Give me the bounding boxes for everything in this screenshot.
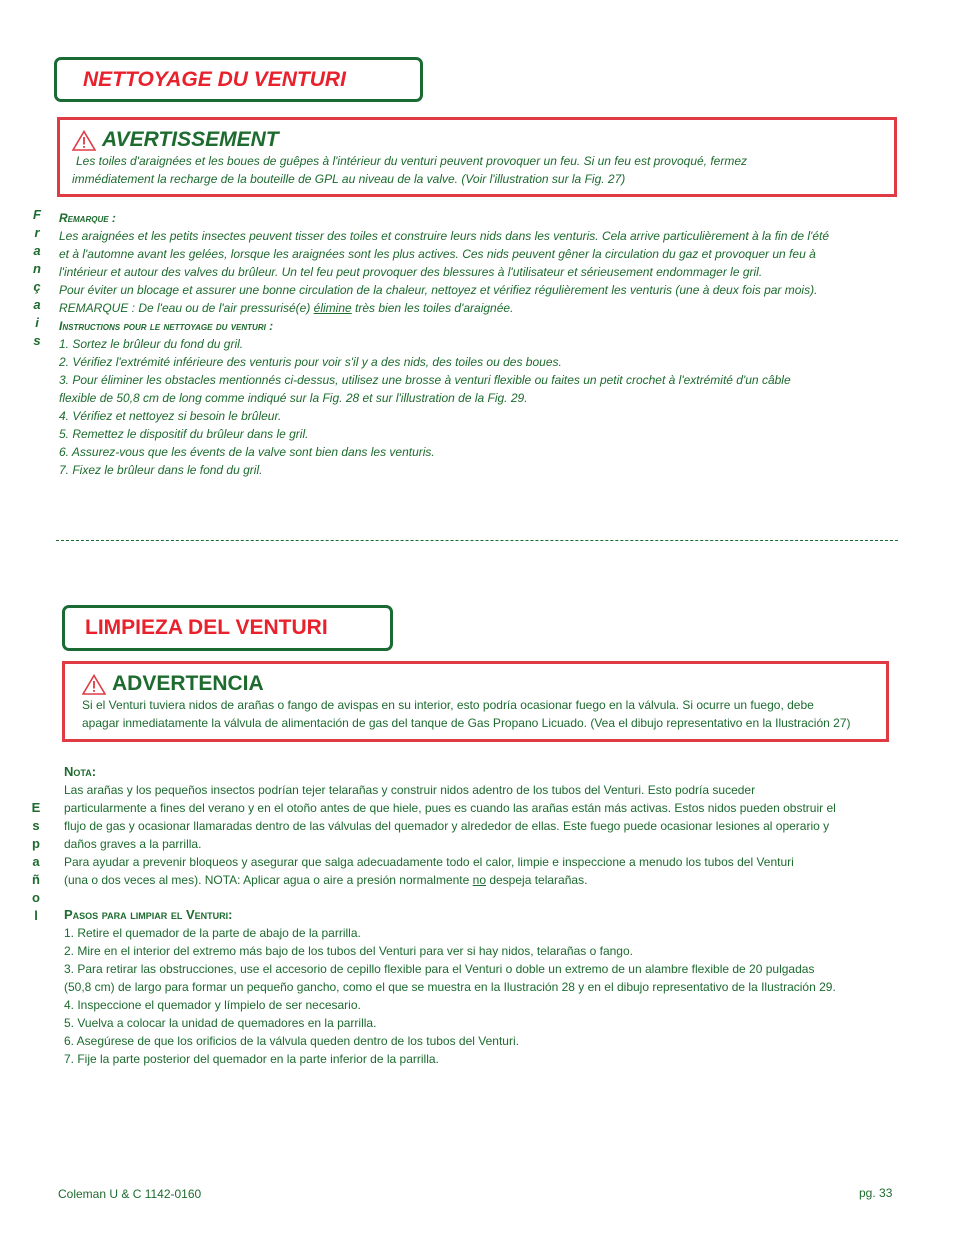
french-note-heading: Remarque : bbox=[59, 211, 116, 225]
side-letter: n bbox=[33, 261, 41, 276]
french-note-line: Pour éviter un blocage et assurer une bonne circulation de la chaleur, nettoyez et vérifiez régulièrement les venturis (une à deux fois par mois). bbox=[59, 283, 818, 297]
french-note-last-line: REMARQUE : De l'eau ou de l'air pressurisé(e) élimine très bien les toiles d'araignée. bbox=[59, 301, 514, 315]
french-note bbox=[59, 209, 899, 479]
spanish-steps-heading: Pasos para limpiar el Venturi: bbox=[64, 907, 233, 922]
french-warning-line: Les toiles d'araignées et les boues de guêpes à l'intérieur du venturi peuvent provoquer un feu. Si un feu est provoqué, fermez bbox=[76, 154, 748, 168]
french-step: 6. Assurez-vous que les évents de la valve sont bien dans les venturis. bbox=[59, 445, 435, 459]
footer-document-id: Coleman U & C 1142-0160 bbox=[58, 1187, 202, 1201]
spanish-note-heading: Nota: bbox=[64, 764, 97, 779]
spanish-step: (50,8 cm) de largo para formar un pequeño gancho, como el que se muestra en la Ilustración 28 y en el dibujo representativo de la Ilustración 29. bbox=[64, 980, 836, 994]
footer-page-number: pg. 33 bbox=[859, 1186, 893, 1200]
french-step: 1. Sortez le brûleur du fond du gril. bbox=[59, 337, 244, 351]
french-note-line: l'intérieur et autour des valves du brûleur. Un tel feu peut provoquer des blessures à l'utilisateur et sérieusement endommager le gril. bbox=[59, 265, 763, 279]
french-step: 3. Pour éliminer les obstacles mentionnés ci-dessus, utilisez une brosse à venturi flexible ou faites un petit crochet à l'extrémité d'un câble bbox=[59, 373, 791, 387]
french-note-line: Les araignées et les petits insectes peuvent tisser des toiles et construire leurs nids dans les venturis. Cela arrive particulièrement à la fin de l'été bbox=[59, 229, 830, 243]
spanish-step: 2. Mire en el interior del extremo más bajo de los tubos del Venturi para ver si hay nidos, telarañas o fango. bbox=[64, 944, 633, 958]
spanish-step: 5. Vuelva a colocar la unidad de quemadores en la parrilla. bbox=[64, 1016, 377, 1030]
french-warning-line: immédiatement la recharge de la bouteille de GPL au niveau de la valve. (Voir l'illustration sur la Fig. 27) bbox=[72, 172, 626, 186]
french-step: 5. Remettez le dispositif du brûleur dans le gril. bbox=[59, 427, 309, 441]
side-letter: l bbox=[34, 908, 38, 923]
side-letter: o bbox=[32, 890, 40, 905]
spanish-warning-title: ADVERTENCIA bbox=[112, 672, 264, 695]
spanish-note-line: particularmente a fines del verano y en el otoño antes de que hiele, pues es cuando las arañas están más activas. Estos nidos pueden obstruir el bbox=[64, 801, 836, 815]
section-divider bbox=[56, 540, 898, 541]
spanish-step: 6. Asegúrese de que los orificios de la válvula queden dentro de los tubos del Venturi. bbox=[64, 1034, 519, 1048]
side-letter: p bbox=[32, 836, 40, 851]
french-warning-title: AVERTISSEMENT bbox=[102, 128, 279, 151]
spanish-note-line: Las arañas y los pequeños insectos podrían tejer telarañas y construir nidos adentro de los tubos del Venturi. Esto podría suceder bbox=[64, 783, 756, 797]
side-letter: ñ bbox=[32, 872, 40, 887]
french-step: flexible de 50,8 cm de long comme indiqué sur la Fig. 28 et sur l'illustration de la Fig. 29. bbox=[59, 391, 528, 405]
side-letter: a bbox=[33, 297, 41, 312]
spanish-step: 3. Para retirar las obstrucciones, use el accesorio de cepillo flexible para el Venturi o doble un extremo de un alambre flexible de 20 pulgadas bbox=[64, 962, 815, 976]
french-step: 2. Vérifiez l'extrémité inférieure des venturis pour voir s'il y a des nids, des toiles ou des boues. bbox=[59, 355, 562, 369]
spanish-title-text: LIMPIEZA DEL VENTURI bbox=[85, 616, 328, 639]
french-warning-header bbox=[72, 128, 894, 152]
side-letter: s bbox=[32, 818, 40, 833]
spanish-section-title bbox=[62, 605, 393, 651]
spanish-step: 1. Retire el quemador de la parte de abajo de la parrilla. bbox=[64, 926, 361, 940]
spanish-warning-line: Si el Venturi tuviera nidos de arañas o fango de avispas en su interior, esto podría ocasionar fuego en la válvula. Si ocurre un fuego, debe bbox=[82, 698, 814, 712]
spanish-step: 7. Fije la parte posterior del quemador en la parte inferior de la parrilla. bbox=[64, 1052, 439, 1066]
spanish-note-line: Para ayudar a prevenir bloqueos y asegurar que salga adecuadamente todo el calor, limpie e inspeccione a menudo los tubos del Venturi bbox=[64, 855, 794, 869]
french-side-label bbox=[30, 206, 44, 350]
french-step: 7. Fixez le brûleur dans le fond du gril. bbox=[59, 463, 263, 477]
warning-triangle-icon bbox=[82, 674, 106, 695]
spanish-note bbox=[64, 763, 904, 1068]
side-letter: ç bbox=[33, 279, 41, 294]
french-steps-heading: Instructions pour le nettoyage du venturi : bbox=[59, 319, 274, 333]
spanish-warning-line: apagar inmediatamente la válvula de alimentación de gas del tanque de Gas Propano Licuado. (Vea el dibujo representativo en la Ilustración 27) bbox=[82, 716, 851, 730]
spanish-step: 4. Inspeccione el quemador y límpielo de ser necesario. bbox=[64, 998, 361, 1012]
french-step: 4. Vérifiez et nettoyez si besoin le brûleur. bbox=[59, 409, 282, 423]
spanish-note-last-line: (una o dos veces al mes). NOTA: Aplicar agua o aire a presión normalmente no despeja telarañas. bbox=[64, 873, 588, 887]
side-letter: i bbox=[35, 315, 39, 330]
spanish-warning-box bbox=[62, 661, 889, 742]
side-letter: a bbox=[33, 243, 41, 258]
side-letter: a bbox=[32, 854, 40, 869]
french-title-text: NETTOYAGE DU VENTURI bbox=[83, 67, 346, 91]
side-letter: F bbox=[33, 207, 41, 222]
spanish-side-label bbox=[29, 799, 43, 925]
spanish-warning-header bbox=[82, 672, 886, 696]
side-letter: r bbox=[34, 225, 40, 240]
warning-triangle-icon bbox=[72, 130, 96, 151]
french-section-title bbox=[54, 57, 423, 102]
french-note-line: et à l'automne avant les gelées, lorsque les araignées sont les plus actives. Ces nids peuvent gêner la circulation du gaz et provoquer un feu à bbox=[59, 247, 816, 261]
side-letter: E bbox=[31, 800, 41, 815]
side-letter: s bbox=[33, 333, 41, 348]
french-warning-box bbox=[57, 117, 897, 197]
spanish-note-line: daños graves a la parrilla. bbox=[64, 837, 202, 851]
spanish-note-line: flujo de gas y ocasionar llamaradas dentro de las válvulas del quemador y alrededor de ellas. Este fuego puede ocasionar lesiones al operario y bbox=[64, 819, 830, 833]
